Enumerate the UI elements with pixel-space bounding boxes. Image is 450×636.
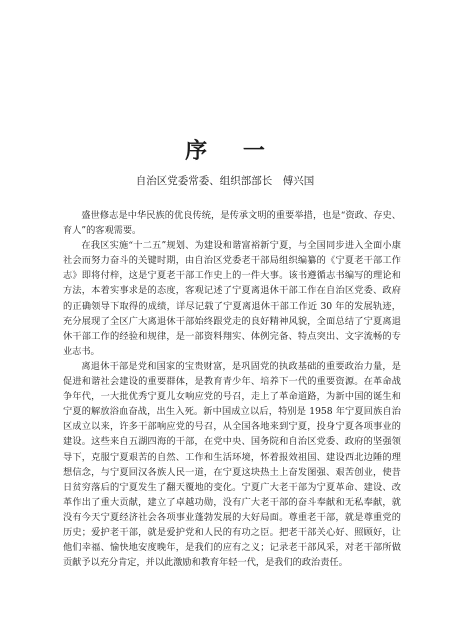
preface-title: 序 一 — [185, 138, 279, 164]
preface-body — [63, 208, 401, 570]
paragraph: 盛世修志是中华民族的优良传统，是传承文明的重要举措，也是“资政、存史、育人”的客观需要。 — [63, 210, 401, 237]
paragraph: 离退休干部是党和国家的宝贵财富，是巩固党的执政基础的重要政治力量，是促进和谐社会建设的重要群体，是教育青少年、培养下一代的重要资源。在革命战争年代，一大批优秀宁夏儿女响应党的号召，走上了革命道路，为新中国的诞生和宁夏的解放浴血奋战，出生入死。新中国成立以后，特别是 1958 年宁夏回族自治区成立以来，许多干部响应党的号召，从全国各地来到宁夏，投身宁夏各项事业的建设。这些来自五湖四海的干部，在党中央、国务院和自治区党委、政府的坚强领导下，克服宁夏艰苦的自然、工作和生活环境，怀着报效祖国、建设西北边陲的理想信念，与宁夏回汉各族人民一道，在宁夏这块热土上奋发图强、艰苦创业，使昔日贫穷落后的宁夏发生了翻天覆地的变化。宁夏广大老干部为宁夏革命、建设、改革作出了重大贡献，建立了卓越功勋，没有广大老干部的奋斗奉献和无私奉献，就没有今天宁夏经济社会各项事业蓬勃发展的大好局面。尊重老干部，就是尊重党的历史；爱护老干部，就是爱护党和人民的有功之臣。把老干部关心好、照顾好，让他们幸福、愉快地安度晚年，是我们的应有之义；记录老干部风采，对老干部所做贡献予以充分肯定，并以此激励和教育年轻一代，是我们的政治责任。 — [63, 360, 401, 569]
author-byline: 自治区党委常委、组织部部长 傅兴国 — [135, 175, 315, 187]
paragraph: 在我区实施“十二五”规划、为建设和谐富裕新宁夏，与全国同步进入全面小康社会而努力奋斗的关键时期，由自治区党委老干部局组织编纂的《宁夏老干部工作志》即将付梓，这是宁夏老干部工作史上的一件大事。该书遵循志书编写的理论和方法，本着实事求是的态度，客观记述了宁夏离退休干部工作在自治区党委、政府的正确领导下取得的成绩，详尽记载了宁夏离退休干部工作近 30 年的发展轨迹，充分展现了全区广大离退休干部始终跟党走的良好精神风貌，全面总结了宁夏离退休干部工作的经验和规律，是一部资料翔实、体例完备、特点突出、文字流畅的专业志书。 — [63, 240, 401, 357]
